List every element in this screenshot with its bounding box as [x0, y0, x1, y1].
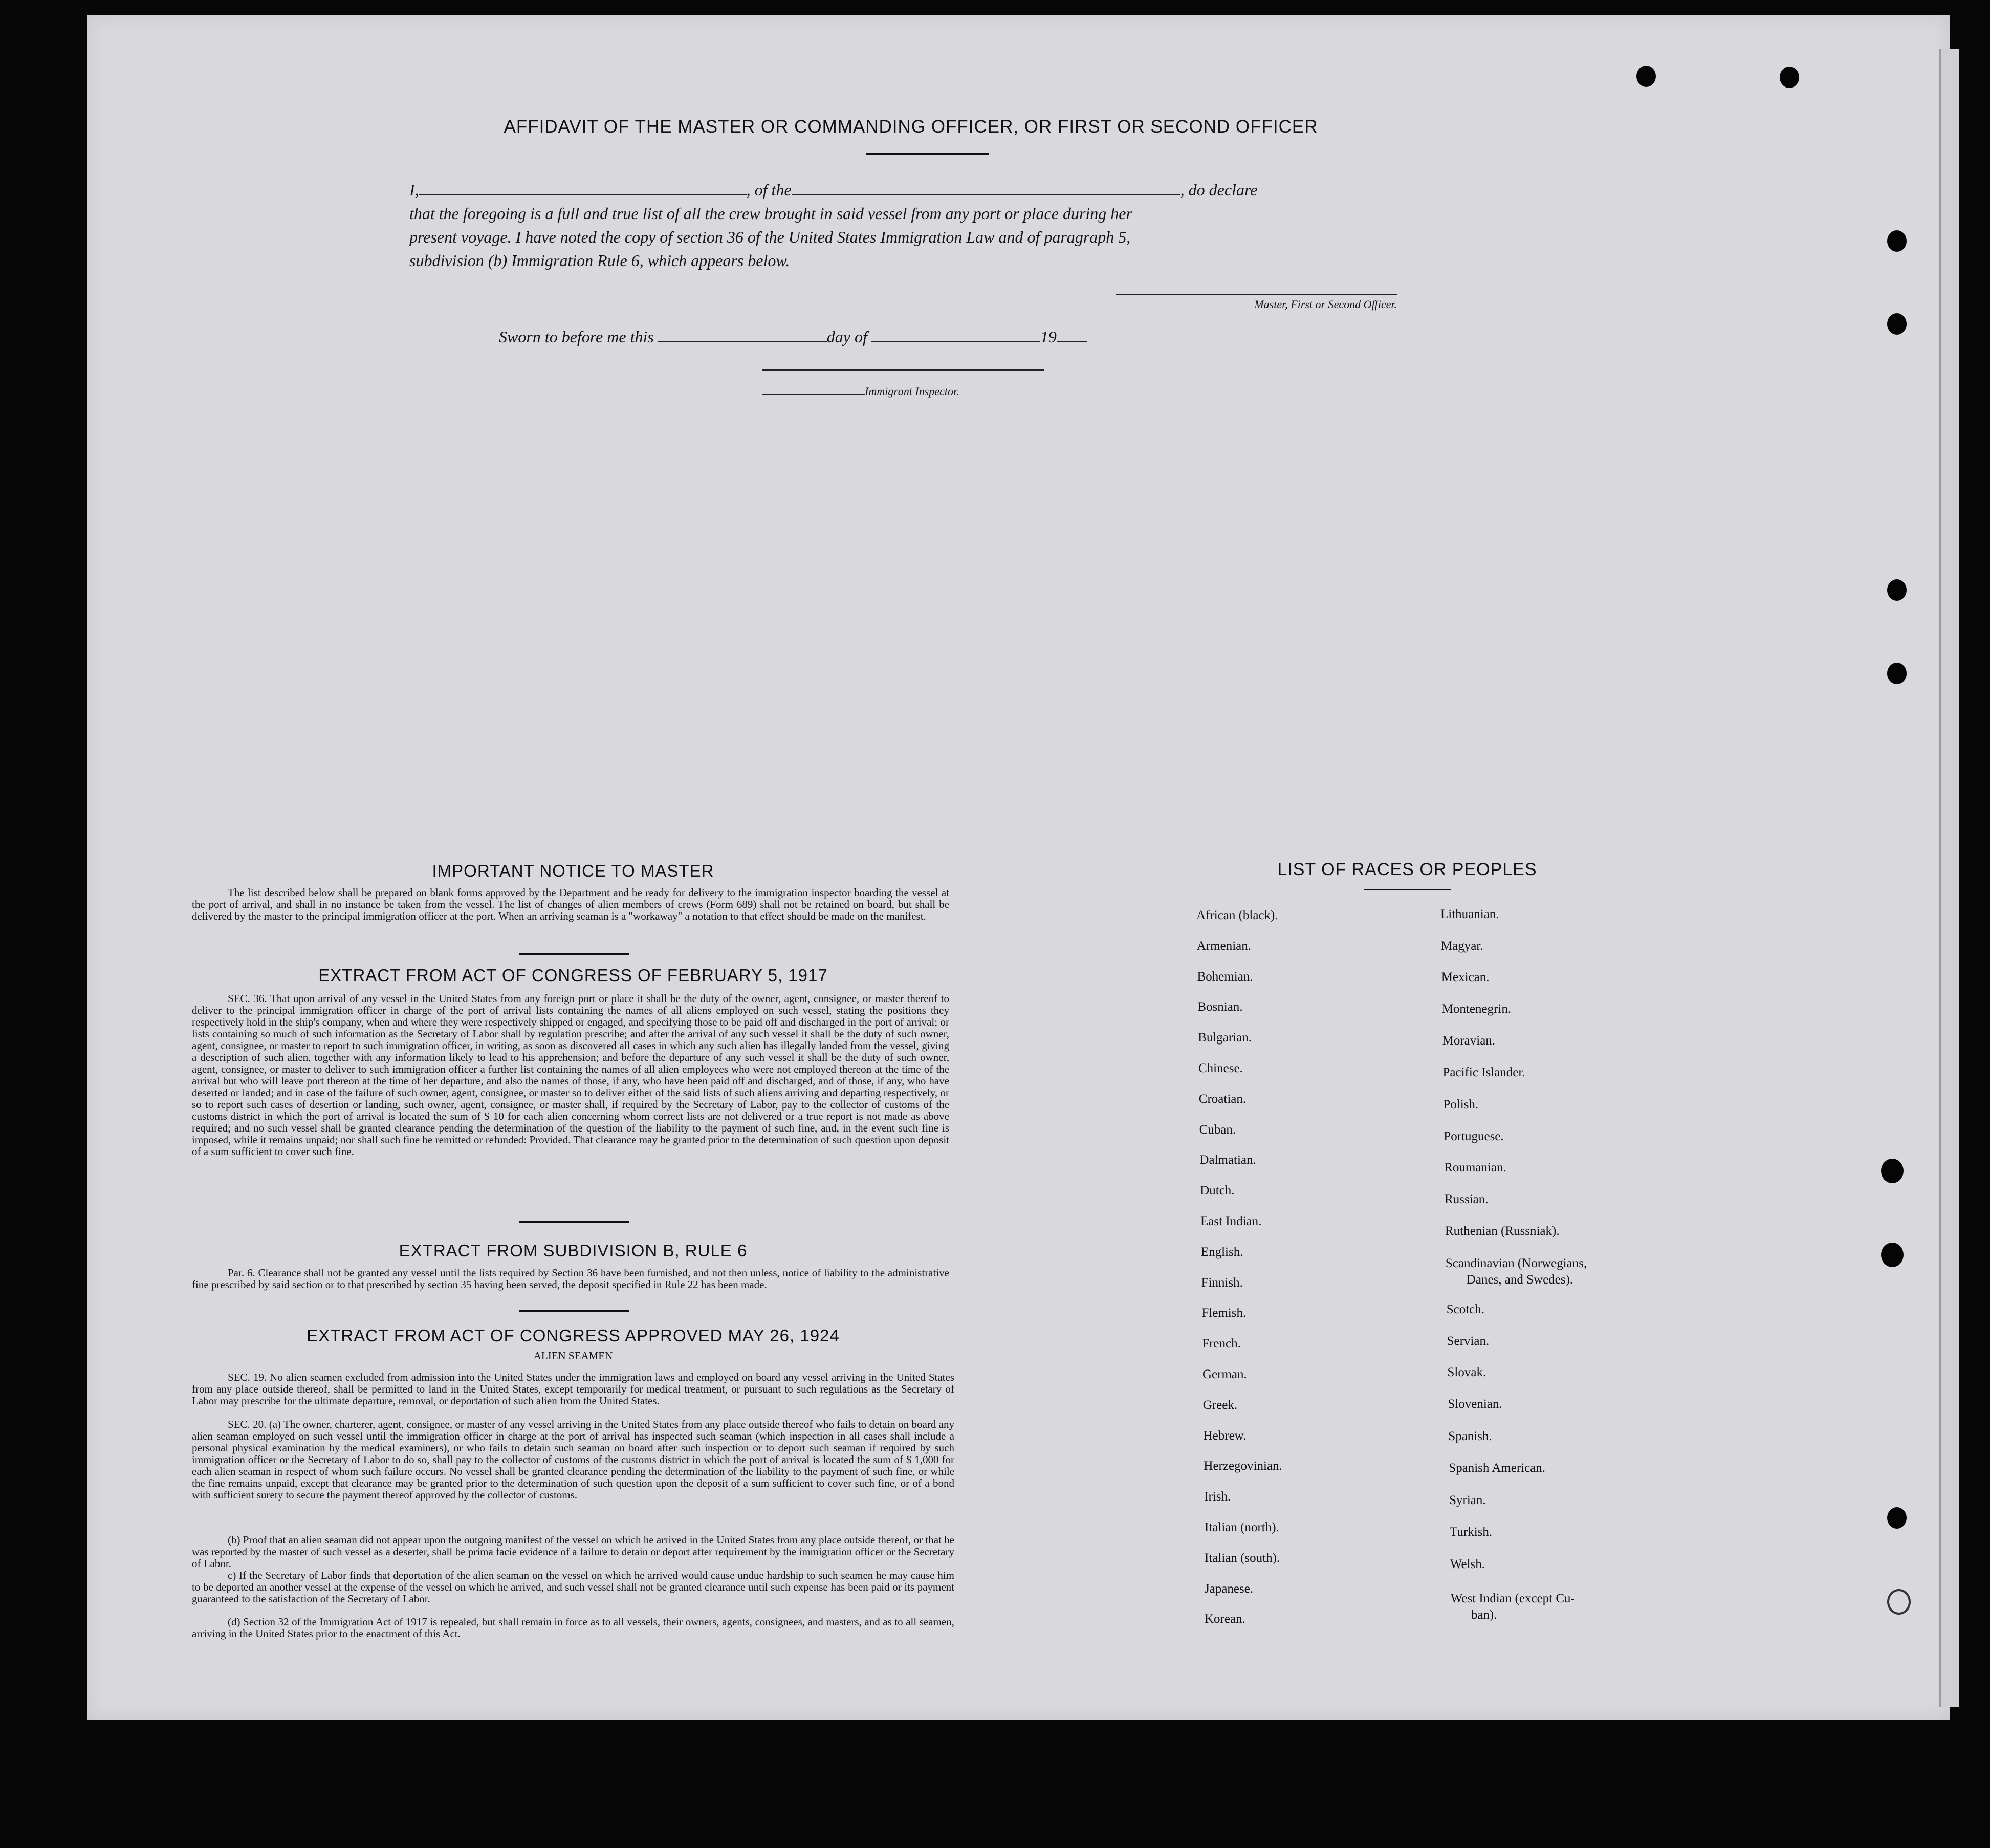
race-item: Spanish. [1448, 1429, 1492, 1443]
race-item: Cuban. [1199, 1122, 1236, 1137]
sworn-month-field[interactable] [871, 341, 1040, 342]
race-item: Slovenian. [1448, 1397, 1502, 1411]
sworn-prefix: Sworn to before me this [499, 328, 654, 346]
vessel-name-field[interactable] [792, 194, 1180, 195]
race-item: Russian. [1445, 1192, 1489, 1206]
race-item: Japanese. [1205, 1581, 1254, 1596]
sworn-day: day of [826, 328, 867, 346]
race-item: Bohemian. [1197, 969, 1253, 984]
punch-hole [1881, 1159, 1904, 1183]
master-name-field[interactable] [419, 194, 747, 195]
race-item: Portuguese. [1444, 1129, 1504, 1143]
race-item: Greek. [1202, 1398, 1238, 1412]
punch-hole [1780, 67, 1799, 88]
races-title: LIST OF RACES OR PEOPLES [1277, 860, 1537, 879]
inspector-signature-field[interactable] [762, 369, 1044, 371]
sworn-date-field[interactable] [658, 341, 827, 342]
race-item: English. [1200, 1245, 1243, 1259]
affidavit-line-4: subdivision (b) Immigration Rule 6, which appears below. [409, 251, 790, 270]
punch-hole [1887, 1589, 1911, 1615]
extract-1924-sec20a: SEC. 20. (a) The owner, charterer, agent, consignee, or master of any vessel arriving in the United States from any place outside thereof who fails to detain on board any alien seaman employed on such vessel until the immigration officer in charge at the port of arrival has inspected such seaman (which inspection in all cases shall include a personal physical examination by the medical examiners), or who fails to detain such seaman on board after such inspection or to deport such seaman if required by such immigration officer or the Secretary of Labor to do so, shall pay to the collector of customs of the customs district in which the port of arrival is located the sum of $ 1,000 for each alien seaman in respect of whom such failure occurs. No vessel shall be granted clearance pending the determination of the liability to the payment of such fine, or while the fine remains unpaid, except that clearance may be granted prior to the determination of such question upon the deposit of a sum sufficient to cover such fine, or of a bond with sufficient surety to secure the payment thereof approved by the collector of customs. [192, 1418, 954, 1501]
inspector-line [762, 385, 959, 398]
master-signature-label: Master, First or Second Officer. [1254, 298, 1397, 311]
race-item: Bosnian. [1197, 1000, 1243, 1014]
extract-1917-title: EXTRACT FROM ACT OF CONGRESS OF FEBRUARY 5, 1917 [318, 966, 828, 985]
race-item: Roumanian. [1444, 1161, 1506, 1175]
race-item: Spanish American. [1449, 1461, 1546, 1475]
sheet-edge [1939, 49, 1959, 1707]
race-item: Servian. [1447, 1334, 1490, 1348]
race-item: Montenegrin. [1441, 1002, 1512, 1016]
race-item: Scandinavian (Norwegians, [1445, 1256, 1587, 1270]
race-item: Italian (north). [1205, 1520, 1279, 1534]
master-signature-field[interactable] [1116, 294, 1397, 295]
affidavit-i: I, [409, 181, 419, 199]
sworn-year: 19 [1040, 328, 1057, 346]
extract-1924-sec20b: (b) Proof that an alien seaman did not appear upon the outgoing manifest of the vessel on which he arrived in the United States from any place outside thereof, or that he was reported by the master of such vessel as a deserter, shall be prima facie evidence of a failure to detain or deport after requirement by the immigration officer or the Secretary of Labor. [192, 1534, 954, 1570]
race-item: Finnish. [1201, 1275, 1243, 1290]
sworn-year-field[interactable] [1057, 341, 1087, 342]
affidavit-title-rule [866, 153, 989, 155]
notice-rule [519, 953, 629, 955]
punch-hole [1887, 230, 1907, 252]
race-item: Scotch. [1446, 1302, 1484, 1316]
punch-hole [1636, 66, 1656, 87]
notice-text: The list described below shall be prepared on blank forms approved by the Department and be ready for delivery to the immigration inspector boarding the vessel at the port of arrival, and shall in no instance be taken from the vessel. The list of changes of alien members of crews (Form 689) shall not be retained on board, but shall be delivered by the master to the principal immigration officer at the port. When an arriving seaman is a "workaway" a notation to that effect should be made on the manifest. [192, 886, 949, 922]
punch-hole [1887, 579, 1907, 601]
punch-hole [1887, 313, 1907, 335]
sworn-line [499, 328, 1215, 346]
race-item: Welsh. [1450, 1557, 1485, 1571]
extract-1924-sec19: SEC. 19. No alien seamen excluded from admission into the United States under the immigration laws and employed on board any vessel arriving in the United States from any place outside thereof, shall be permitted to land in the United States, except temporarily for medical treatment, or pursuant to such regulations as the Secretary of Labor may prescribe for the ultimate departure, removal, or deportation of such alien from the United States. [192, 1371, 954, 1407]
rule6-title: EXTRACT FROM SUBDIVISION B, RULE 6 [399, 1241, 748, 1260]
affidavit-line-3: present voyage. I have noted the copy of section 36 of the United States Immigration Law and of paragraph 5, [409, 228, 1131, 246]
race-item: Italian (south). [1205, 1551, 1280, 1565]
race-item: Slovak. [1447, 1365, 1486, 1379]
race-item: Danes, and Swedes). [1466, 1273, 1573, 1287]
race-item: Syrian. [1449, 1493, 1486, 1507]
race-item: Chinese. [1198, 1061, 1243, 1075]
extract-1924-sec20d: (d) Section 32 of the Immigration Act of 1917 is repealed, but shall remain in force as to all vessels, their owners, agents, consignees, and masters, and as to all seamen, arriving in the United States prior to the enactment of this Act. [192, 1616, 954, 1640]
extract-1917-text: SEC. 36. That upon arrival of any vessel in the United States from any foreign port or place it shall be the duty of the owner, agent, consignee, or master thereof to deliver to the principal immigration officer in charge of the port of arrival lists containing the names of all aliens employed on such vessel, stating the positions they respectively hold in the ship's company, when and where they were respectively shipped or engaged, and specifying those to be paid off and discharged in the port of arrival; or lists containing so much of such information as the Secretary of Labor shall by regulation prescribe; and after the arrival of any such vessel it shall be the duty of such owner, agent, consignee, or master to report to such immigration officer, in writing, as soon as discovered all cases in which any such alien has illegally landed from the vessel, giving a description of such alien, together with any information likely to lead to his apprehension; and before the departure of any such vessel it shall be the duty of such owner, agent, consignee, or master to deliver to such immigration officer a further list containing the names of all alien employees who were not employed thereon at the time of the arrival but who will leave port thereon at the time of her departure, and also the names of those, if any, who have been paid off and discharged, and of those, if any, who have deserted or landed; and in case of the failure of such owner, agent, consignee, or master so to deliver either of the said lists of such aliens arriving and departing respectively, or so to report such cases of desertion or landing, such owner, agent, consignee, or master shall, if required by the Secretary of Labor, pay to the collector of customs of the customs district in which the port of arrival is located the sum of $ 10 for each alien concerning whom correct lists are not delivered or a true report is not made as above required; and no such vessel shall be granted clearance pending the determination of the question of the liability to the payment of such fine, and, in the event such fine is imposed, while it remains unpaid; nor shall such fine be remitted or refunded: Provided. That clearance may be granted prior to the determination of such question upon deposit of a sum sufficient to cover such fine. [192, 992, 949, 1158]
race-item: Magyar. [1440, 939, 1483, 953]
race-item: Turkish. [1450, 1525, 1493, 1539]
punch-hole [1881, 1243, 1904, 1267]
race-item: Irish. [1204, 1490, 1231, 1504]
extract-1924-subtitle: ALIEN SEAMEN [533, 1350, 613, 1362]
race-item: French. [1202, 1337, 1241, 1351]
races-title-rule [1364, 889, 1451, 890]
race-item: Dalmatian. [1199, 1153, 1256, 1167]
notice-title: IMPORTANT NOTICE TO MASTER [432, 861, 714, 880]
race-item: Croatian. [1198, 1092, 1247, 1106]
affidavit-of-the: , of the [746, 181, 792, 199]
extract-1924-sec20c: c) If the Secretary of Labor finds that deportation of the alien seaman on the vessel on which he arrived would cause undue hardship to such seamen he may cause him to be deported an another vessel at the expense of the vessel on which he arrived, and such vessel shall not be granted clearance until such expense has been paid or its payment guaranteed to the satisfaction of the Secretary of Labor. [192, 1569, 954, 1605]
race-item: Flemish. [1201, 1306, 1247, 1320]
race-item: Pacific Islander. [1442, 1066, 1525, 1079]
affidavit-declare: , do declare [1180, 181, 1258, 199]
race-item: German. [1202, 1367, 1247, 1381]
race-item: West Indian (except Cu- [1450, 1592, 1575, 1605]
race-item: African (black). [1196, 908, 1278, 922]
rule6-rule [519, 1310, 629, 1312]
affidavit-line-2: that the foregoing is a full and true list of all the crew brought in said vessel from any port or place during her [409, 204, 1132, 223]
bleed-through-heading [256, 77, 1279, 104]
race-item: Korean. [1205, 1612, 1245, 1626]
race-item: Armenian. [1196, 939, 1252, 953]
race-item: Herzegovinian. [1204, 1459, 1282, 1473]
punch-hole [1887, 1507, 1907, 1529]
extract-1924-title: EXTRACT FROM ACT OF CONGRESS APPROVED MAY 26, 1924 [307, 1326, 840, 1345]
race-item: Dutch. [1200, 1184, 1235, 1198]
inspector-label: Immigrant Inspector. [865, 385, 959, 398]
race-item: Mexican. [1441, 970, 1490, 984]
affidavit-body [409, 178, 1397, 272]
race-item: Moravian. [1442, 1034, 1496, 1048]
race-item: ban). [1471, 1608, 1497, 1622]
race-item: Lithuanian. [1440, 907, 1499, 921]
punch-hole [1887, 663, 1907, 684]
extract-1917-rule [519, 1221, 629, 1223]
affidavit-title: AFFIDAVIT OF THE MASTER OR COMMANDING OFFICER, OR FIRST OR SECOND OFFICER [504, 117, 1318, 137]
inspector-label-rule [762, 394, 865, 395]
race-item: Bulgarian. [1198, 1031, 1252, 1045]
race-item: East Indian. [1200, 1214, 1262, 1228]
race-item: Hebrew. [1203, 1428, 1247, 1443]
race-item: Polish. [1443, 1098, 1479, 1112]
rule6-text: Par. 6. Clearance shall not be granted any vessel until the lists required by Section 36 have been furnished, and not then unless, notice of liability to the administrative fine prescribed by said section or to that prescribed by section 35 having been served, the deposit specified in Rule 22 has been made. [192, 1267, 949, 1291]
race-item: Ruthenian (Russniak). [1445, 1224, 1560, 1238]
